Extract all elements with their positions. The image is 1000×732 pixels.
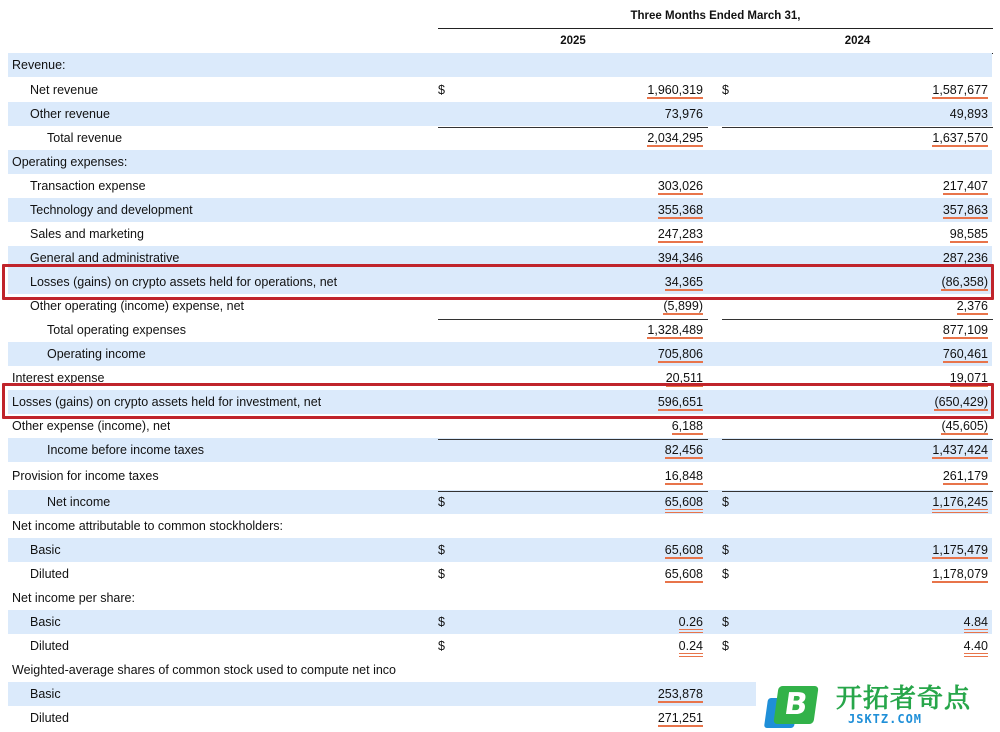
subtotal-rule — [722, 319, 993, 320]
value-2025: 1,960,319 — [647, 83, 703, 97]
row-label: Sales and marketing — [30, 227, 144, 241]
value-2024: 98,585 — [949, 227, 988, 241]
value-2024: 287,236 — [942, 251, 988, 265]
row-label: Basic — [30, 543, 61, 557]
value-2024: 1,637,570 — [932, 131, 988, 145]
value-2025: 247,283 — [657, 227, 703, 241]
column-header-2024: 2024 — [844, 35, 871, 47]
value-2025: 355,368 — [657, 203, 703, 217]
value-2024: 1,176,245 — [932, 495, 988, 513]
subtotal-rule — [438, 439, 708, 440]
value-2025: 65,608 — [664, 567, 703, 581]
subtotal-rule — [722, 127, 993, 128]
row-label: Net income per share: — [12, 591, 135, 605]
currency-symbol: $ — [722, 83, 729, 97]
currency-symbol: $ — [438, 495, 445, 509]
row-label: Interest expense — [12, 371, 105, 385]
period-header: Three Months Ended March 31, — [630, 10, 801, 22]
row-label: Operating income — [47, 347, 146, 361]
subtotal-rule — [722, 439, 993, 440]
row-label: Diluted — [30, 567, 69, 581]
row-label: Transaction expense — [30, 179, 146, 193]
table-row — [8, 538, 992, 562]
subtotal-rule — [438, 319, 708, 320]
table-row — [8, 174, 992, 198]
table-row — [8, 464, 992, 488]
value-2025: 271,251 — [657, 711, 703, 725]
table-row — [8, 438, 992, 462]
row-label: Net income attributable to common stockholders: — [12, 519, 283, 533]
table-row — [8, 78, 992, 102]
value-2025: 73,976 — [664, 107, 703, 121]
highlight-box-operations — [2, 264, 994, 300]
value-2025: 34,365 — [664, 275, 703, 289]
row-label: Diluted — [30, 639, 69, 653]
period-header-rule — [438, 28, 993, 29]
value-2024: 4.84 — [964, 615, 988, 633]
currency-symbol: $ — [438, 83, 445, 97]
row-label: Losses (gains) on crypto assets held for investment, net — [12, 395, 322, 409]
currency-symbol: $ — [722, 567, 729, 581]
logo-name: 开拓者奇点 — [836, 684, 972, 714]
value-2024: 1,437,424 — [932, 443, 988, 457]
value-2025: 0.26 — [679, 615, 703, 633]
currency-symbol: $ — [438, 639, 445, 653]
logo-url: JSKTZ.COM — [848, 712, 923, 726]
row-label: Total operating expenses — [47, 323, 186, 337]
value-2024: 2,376 — [956, 299, 988, 313]
currency-symbol: $ — [722, 639, 729, 653]
table-row — [8, 150, 992, 174]
row-label: Net income — [47, 495, 111, 509]
currency-symbol: $ — [722, 543, 729, 557]
table-row — [8, 634, 992, 658]
value-2024: 19,071 — [949, 371, 988, 385]
value-2025: 705,806 — [657, 347, 703, 361]
value-2025: 65,608 — [665, 495, 703, 513]
table-row — [8, 586, 992, 610]
value-2024: 4.40 — [964, 639, 988, 657]
row-label: Diluted — [30, 711, 69, 725]
value-2025: 1,328,489 — [647, 323, 703, 337]
row-label: Revenue: — [12, 58, 66, 72]
row-label: Other revenue — [30, 107, 110, 121]
table-row — [8, 102, 992, 126]
value-2025: 2,034,295 — [647, 131, 703, 145]
value-2025: 6,188 — [671, 419, 703, 433]
value-2024: (86,358) — [941, 275, 988, 289]
value-2025: 16,848 — [664, 469, 703, 483]
value-2024: 49,893 — [949, 107, 988, 121]
value-2025: 0.24 — [679, 639, 703, 657]
table-row — [8, 318, 992, 342]
logo-mark-icon: B — [762, 680, 818, 728]
value-2025: 82,456 — [664, 443, 703, 457]
row-label: Other expense (income), net — [12, 419, 171, 433]
row-label: Basic — [30, 615, 61, 629]
currency-symbol: $ — [722, 615, 729, 629]
table-row — [8, 198, 992, 222]
row-label: Technology and development — [30, 203, 193, 217]
column-header-2025: 2025 — [560, 35, 586, 47]
value-2025: 20,511 — [665, 371, 703, 385]
table-row — [8, 610, 992, 634]
value-2025: 303,026 — [657, 179, 703, 193]
value-2024: (45,605) — [941, 419, 988, 433]
currency-symbol: $ — [722, 495, 729, 509]
value-2024: 1,178,079 — [932, 567, 988, 581]
value-2024: 877,109 — [942, 323, 988, 337]
row-label: Total revenue — [47, 131, 123, 145]
table-row — [8, 53, 992, 77]
highlight-box-investment — [2, 383, 994, 419]
value-2025: 253,878 — [657, 687, 703, 701]
subtotal-rule — [438, 127, 708, 128]
value-2025: 394,346 — [657, 251, 703, 265]
table-row — [8, 342, 992, 366]
table-row — [8, 222, 992, 246]
table-row — [8, 514, 992, 538]
value-2025: (5,899) — [663, 299, 703, 313]
table-row — [8, 562, 992, 586]
value-2024: 760,461 — [942, 347, 988, 361]
currency-symbol: $ — [438, 615, 445, 629]
subtotal-rule — [438, 491, 708, 492]
row-label: Losses (gains) on crypto assets held for operations, net — [30, 275, 338, 289]
currency-symbol: $ — [438, 543, 445, 557]
value-2025: 65,608 — [664, 543, 703, 557]
row-label: Provision for income taxes — [12, 469, 159, 483]
watermark-logo — [756, 676, 1000, 732]
value-2024: 1,175,479 — [932, 543, 988, 557]
row-label: Operating expenses: — [12, 155, 128, 169]
row-label: Basic — [30, 687, 61, 701]
value-2024: 1,587,677 — [932, 83, 988, 97]
value-2024: 217,407 — [942, 179, 988, 193]
row-label: Income before income taxes — [47, 443, 205, 457]
table-row — [8, 490, 992, 514]
row-label: Weighted-average shares of common stock used to compute net inco — [12, 663, 397, 677]
value-2024: (650,429) — [934, 395, 988, 409]
table-row — [8, 126, 992, 150]
currency-symbol: $ — [438, 567, 445, 581]
row-label: Other operating (income) expense, net — [30, 299, 245, 313]
value-2025: 596,651 — [657, 395, 703, 409]
row-label: General and administrative — [30, 251, 180, 265]
value-2024: 357,863 — [942, 203, 988, 217]
row-label: Net revenue — [30, 83, 99, 97]
subtotal-rule — [722, 491, 993, 492]
value-2024: 261,179 — [942, 469, 988, 483]
